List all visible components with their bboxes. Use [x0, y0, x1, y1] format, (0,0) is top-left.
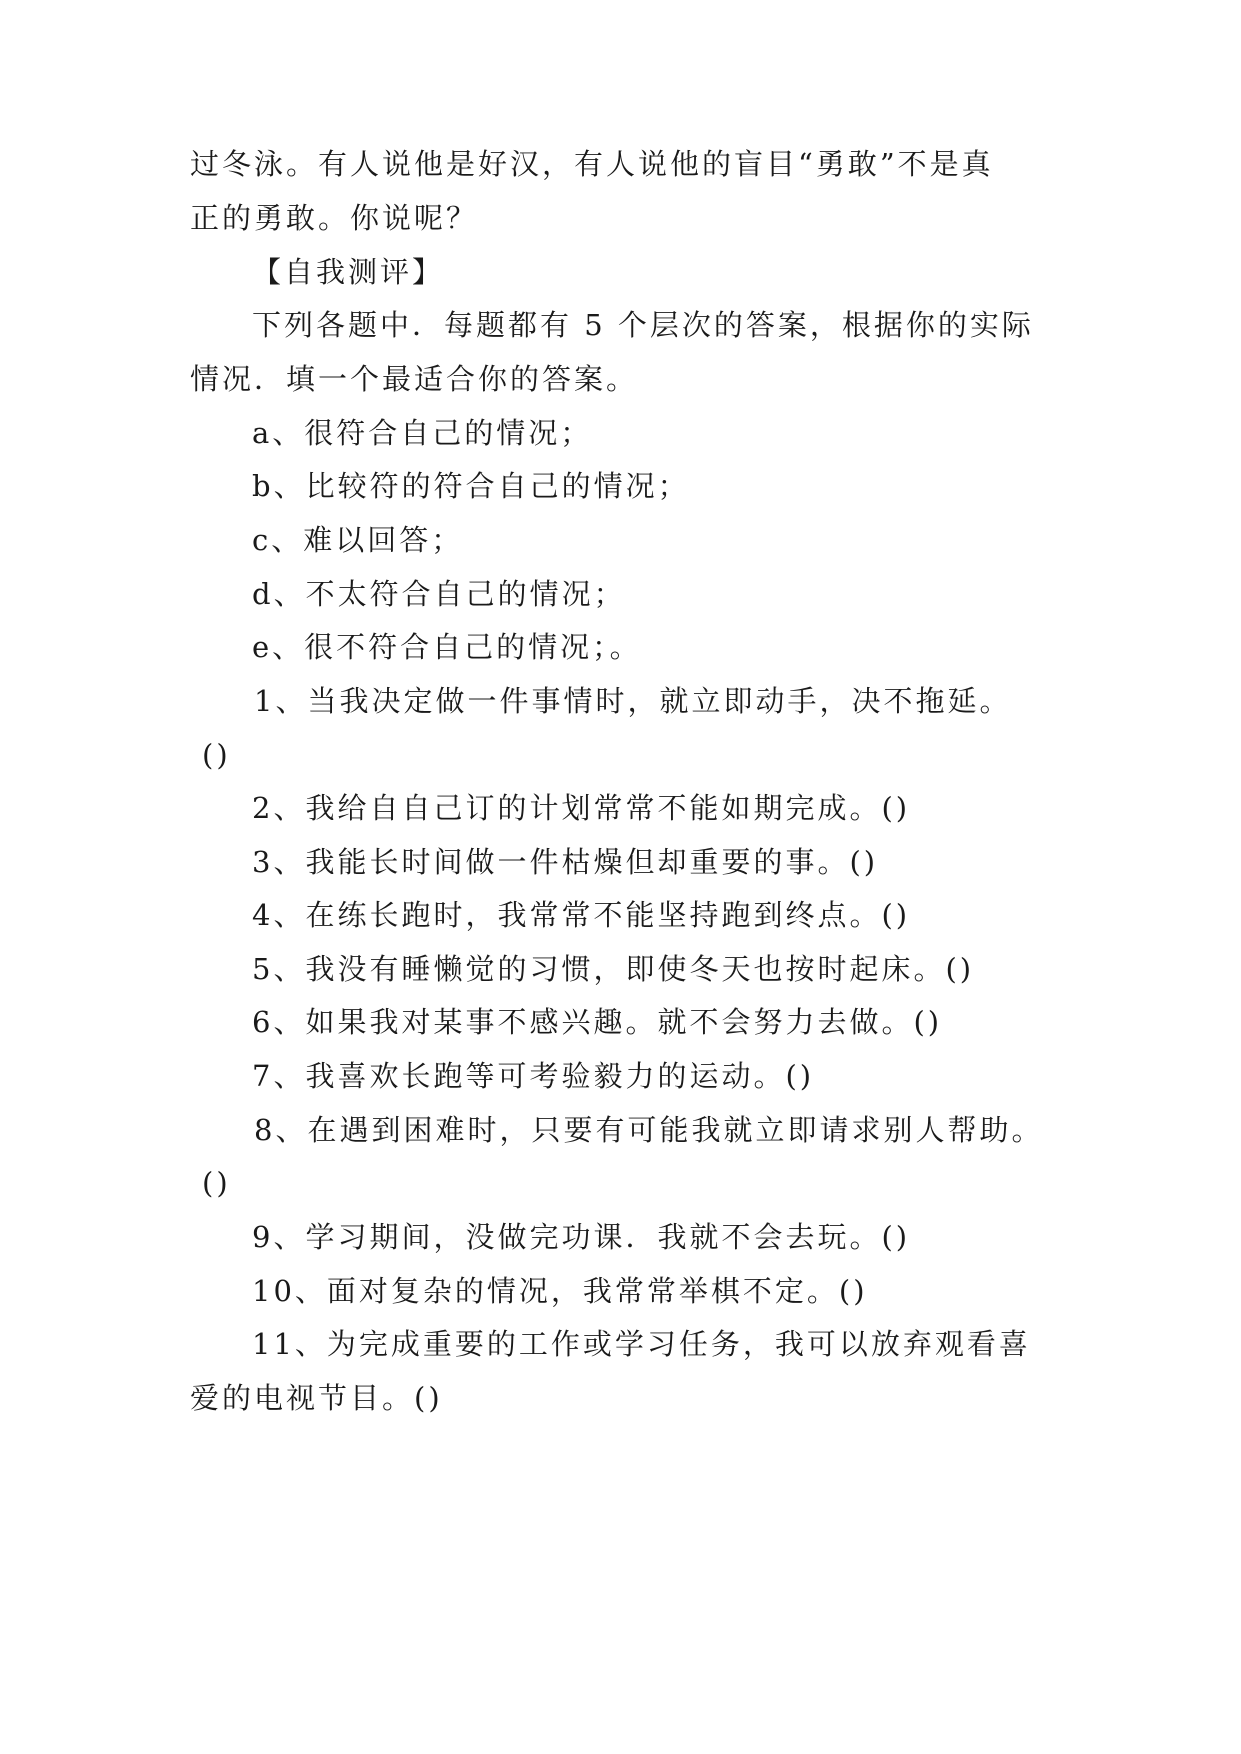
option-a: a、很符合自己的情况；	[252, 416, 593, 450]
question-item: 11、为完成重要的工作或学习任务，我可以放弃观看喜	[252, 1327, 1031, 1361]
question-item: 6、如果我对某事不感兴趣。就不会努力去做。()	[252, 1005, 943, 1039]
option-e: e、很不符合自己的情况；。	[252, 630, 642, 664]
question-item: 9、学习期间，没做完功课．我就不会去玩。()	[252, 1220, 911, 1254]
question-item: 10、面对复杂的情况，我常常举棋不定。()	[252, 1274, 868, 1308]
question-item: 5、我没有睡懒觉的习惯，即使冬天也按时起床。()	[252, 952, 975, 986]
paragraph-line: 情况．填一个最适合你的答案。	[190, 362, 639, 396]
question-item: 2、我给自自己订的计划常常不能如期完成。()	[252, 791, 911, 825]
answer-blank: ()	[202, 1166, 231, 1200]
option-d: d、不太符合自己的情况；	[252, 577, 626, 611]
option-c: c、难以回答；	[252, 523, 464, 557]
paragraph-line: 下列各题中．每题都有 5 个层次的答案，根据你的实际	[252, 308, 1034, 342]
paragraph-line: 过冬泳。有人说他是好汉，有人说他的盲目“勇敢”不是真	[190, 147, 994, 181]
paragraph-line: 爱的电视节目。()	[190, 1381, 443, 1415]
section-heading: 【自我测评】	[252, 255, 445, 289]
question-item: 8、在遇到困难时，只要有可能我就立即请求别人帮助。	[254, 1113, 1044, 1147]
question-item: 1、当我决定做一件事情时，就立即动手，决不拖延。	[254, 684, 1012, 718]
question-item: 3、我能长时间做一件枯燥但却重要的事。()	[252, 845, 879, 879]
paragraph-line: 正的勇敢。你说呢？	[190, 201, 479, 235]
question-item: 4、在练长跑时，我常常不能坚持跑到终点。()	[252, 898, 911, 932]
answer-blank: ()	[202, 738, 231, 772]
option-b: b、比较符的符合自己的情况；	[252, 469, 690, 503]
question-item: 7、我喜欢长跑等可考验毅力的运动。()	[252, 1059, 815, 1093]
